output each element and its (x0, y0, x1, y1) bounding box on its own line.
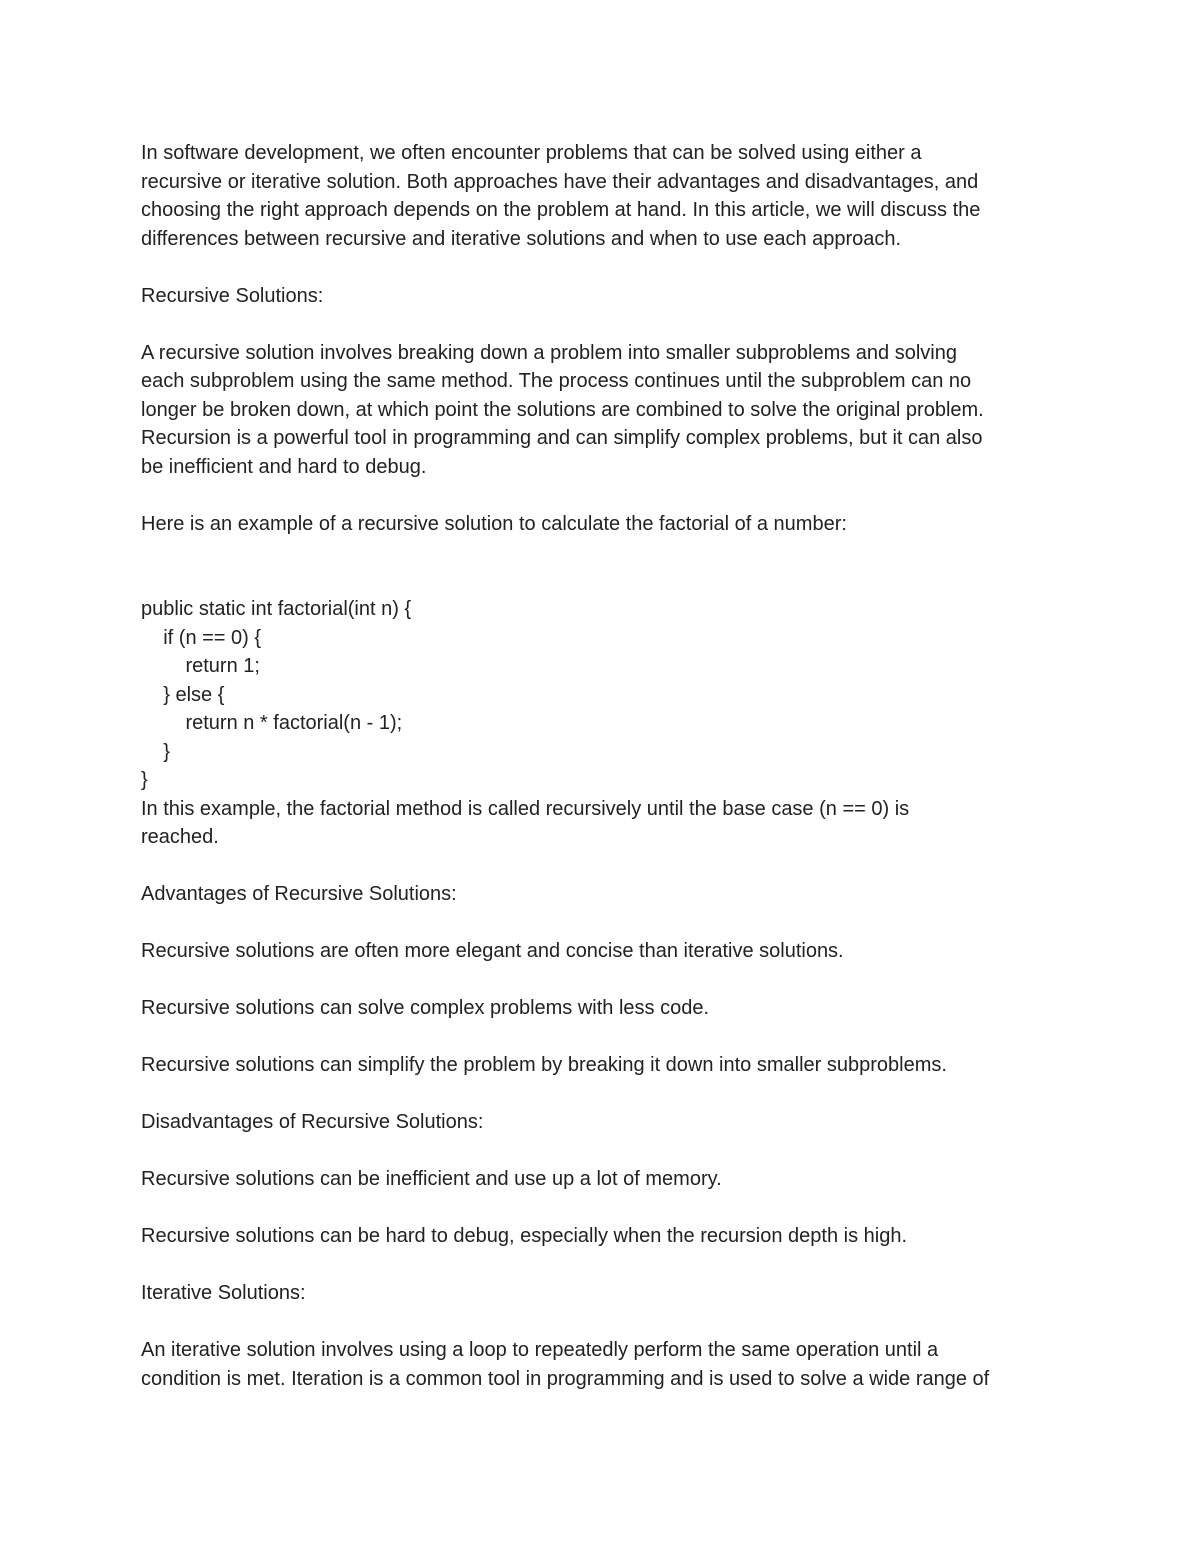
recursive-paragraph (141, 339, 1071, 482)
paragraph-gap (141, 538, 1071, 567)
advantage-item: Recursive solutions can solve complex problems with less code. (141, 997, 710, 1019)
advantages-heading: Advantages of Recursive Solutions: (141, 883, 457, 905)
example-explanation (141, 795, 1071, 852)
paragraph-gap (141, 310, 1071, 339)
text-line: choosing the right approach depends on the problem at hand. In this article, we will discuss the (141, 199, 981, 221)
paragraph-gap (141, 481, 1071, 510)
text-line: A recursive solution involves breaking down a problem into smaller subproblems and solving (141, 341, 957, 364)
recursive-heading: Recursive Solutions: (141, 284, 324, 307)
text-line: Recursion is a powerful tool in programming and can simplify complex problems, but it can also (141, 427, 983, 449)
paragraph-gap (141, 253, 1071, 282)
iterative-heading: Iterative Solutions: (141, 1282, 306, 1304)
paragraph-gap (141, 852, 1071, 881)
advantage-item: Recursive solutions are often more elegant and concise than iterative solutions. (141, 940, 844, 962)
disadvantage-item: Recursive solutions can be inefficient and use up a lot of memory. (141, 1168, 722, 1190)
paragraph-gap (141, 567, 1071, 596)
example-intro: Here is an example of a recursive solution to calculate the factorial of a number: (141, 512, 847, 535)
code-block (141, 595, 1071, 795)
paragraph-gap (141, 966, 1071, 995)
paragraph-gap (141, 1194, 1071, 1223)
paragraph-gap (141, 1251, 1071, 1280)
text-line: recursive or iterative solution. Both approaches have their advantages and disadvantages, and (141, 170, 979, 193)
paragraph-gap (141, 1308, 1071, 1337)
text-line: differences between recursive and iterative solutions and when to use each approach. (141, 227, 902, 250)
code-line: if (n == 0) { (141, 626, 262, 649)
advantage-item: Recursive solutions can simplify the problem by breaking it down into smaller subproblems. (141, 1054, 947, 1076)
code-line: } (141, 769, 148, 791)
paragraph-gap (141, 1023, 1071, 1052)
text-line: longer be broken down, at which point the solutions are combined to solve the original problem. (141, 398, 984, 421)
code-line: } (141, 740, 170, 763)
text-line: reached. (141, 826, 219, 848)
paragraph-gap (141, 1137, 1071, 1166)
intro-paragraph (141, 139, 1071, 253)
iterative-paragraph (141, 1336, 1071, 1393)
paragraph-gap (141, 909, 1071, 938)
text-line: be inefficient and hard to debug. (141, 455, 427, 478)
code-line: return 1; (141, 655, 260, 677)
text-line: condition is met. Iteration is a common tool in programming and is used to solve a wide range of (141, 1367, 990, 1390)
document-body (141, 139, 1071, 1393)
code-line: return n * factorial(n - 1); (141, 712, 403, 734)
disadvantage-item: Recursive solutions can be hard to debug, especially when the recursion depth is high. (141, 1225, 908, 1247)
text-line: In this example, the factorial method is called recursively until the base case (n == 0) is (141, 797, 910, 820)
text-line: each subproblem using the same method. The process continues until the subproblem can no (141, 370, 972, 392)
text-line: In software development, we often encounter problems that can be solved using either a (141, 142, 922, 164)
text-line: An iterative solution involves using a loop to repeatedly perform the same operation until a (141, 1339, 939, 1361)
code-line: public static int factorial(int n) { (141, 598, 412, 620)
code-line: } else { (141, 683, 225, 706)
disadvantages-heading: Disadvantages of Recursive Solutions: (141, 1111, 484, 1133)
paragraph-gap (141, 1080, 1071, 1109)
